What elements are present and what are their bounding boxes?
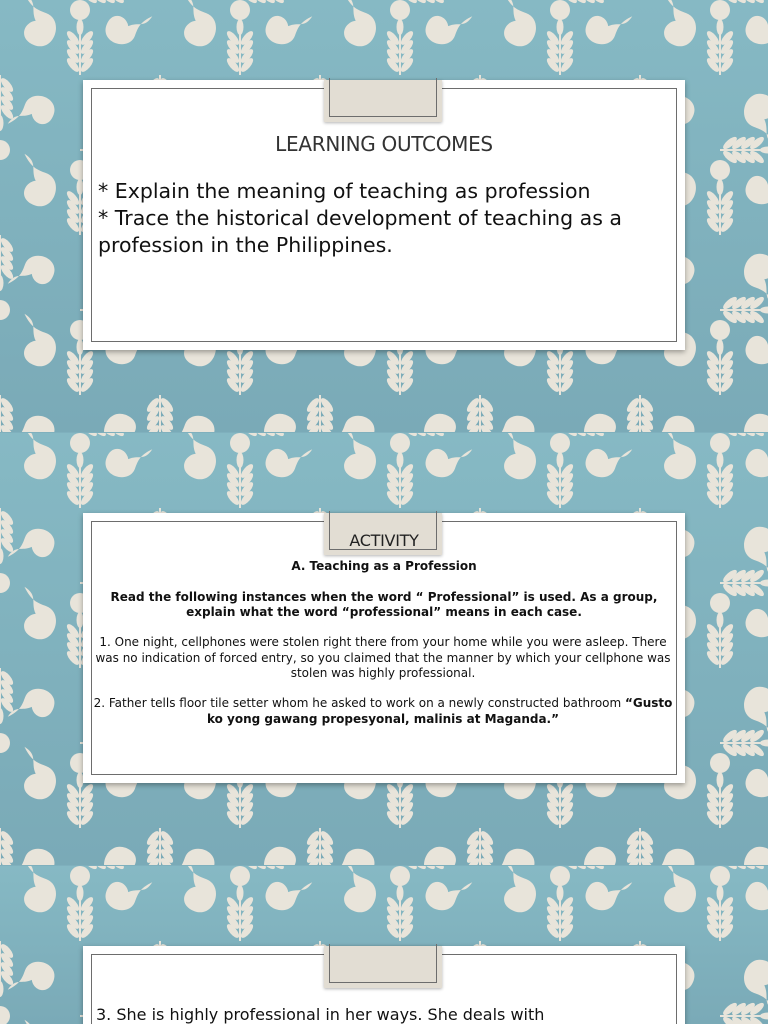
outcome-item: * Trace the historical development of teaching as a profession in the Philippines. bbox=[98, 206, 622, 257]
slide-title: LEARNING OUTCOMES bbox=[275, 132, 493, 156]
slide-2 bbox=[0, 433, 768, 865]
item-2-quote: “Gusto ko yong gawang propesyonal, malinis at Maganda.” bbox=[206, 696, 673, 726]
slide-1 bbox=[0, 0, 768, 432]
activity-item-3: 3. She is highly professional in her ways. She deals with bbox=[96, 1005, 545, 1024]
card-tab bbox=[324, 80, 442, 122]
activity-item-2 bbox=[93, 696, 673, 727]
slide-3 bbox=[0, 866, 768, 1024]
card-tab bbox=[324, 946, 442, 988]
slide-1-card bbox=[83, 80, 685, 350]
slide-title: ACTIVITY bbox=[349, 531, 419, 550]
item-2-text: 2. Father tells floor tile setter whom he asked to work on a newly constructed bathroom bbox=[93, 696, 625, 710]
slide-3-card bbox=[83, 946, 685, 1024]
outcome-item: * Explain the meaning of teaching as profession bbox=[98, 179, 591, 203]
activity-item-1: 1. One night, cellphones were stolen right there from your home while you were asleep. There was no indication of forced entry, so you claimed that the manner by which your cellphone was stolen was highly professional. bbox=[95, 635, 671, 680]
activity-subtitle: A. Teaching as a Profession bbox=[291, 559, 477, 573]
learning-outcomes-list bbox=[98, 178, 673, 259]
slide-2-card bbox=[83, 513, 685, 783]
activity-instructions: Read the following instances when the word “ Professional” is used. As a group, explain what the word “professional” means in each case. bbox=[110, 590, 658, 619]
